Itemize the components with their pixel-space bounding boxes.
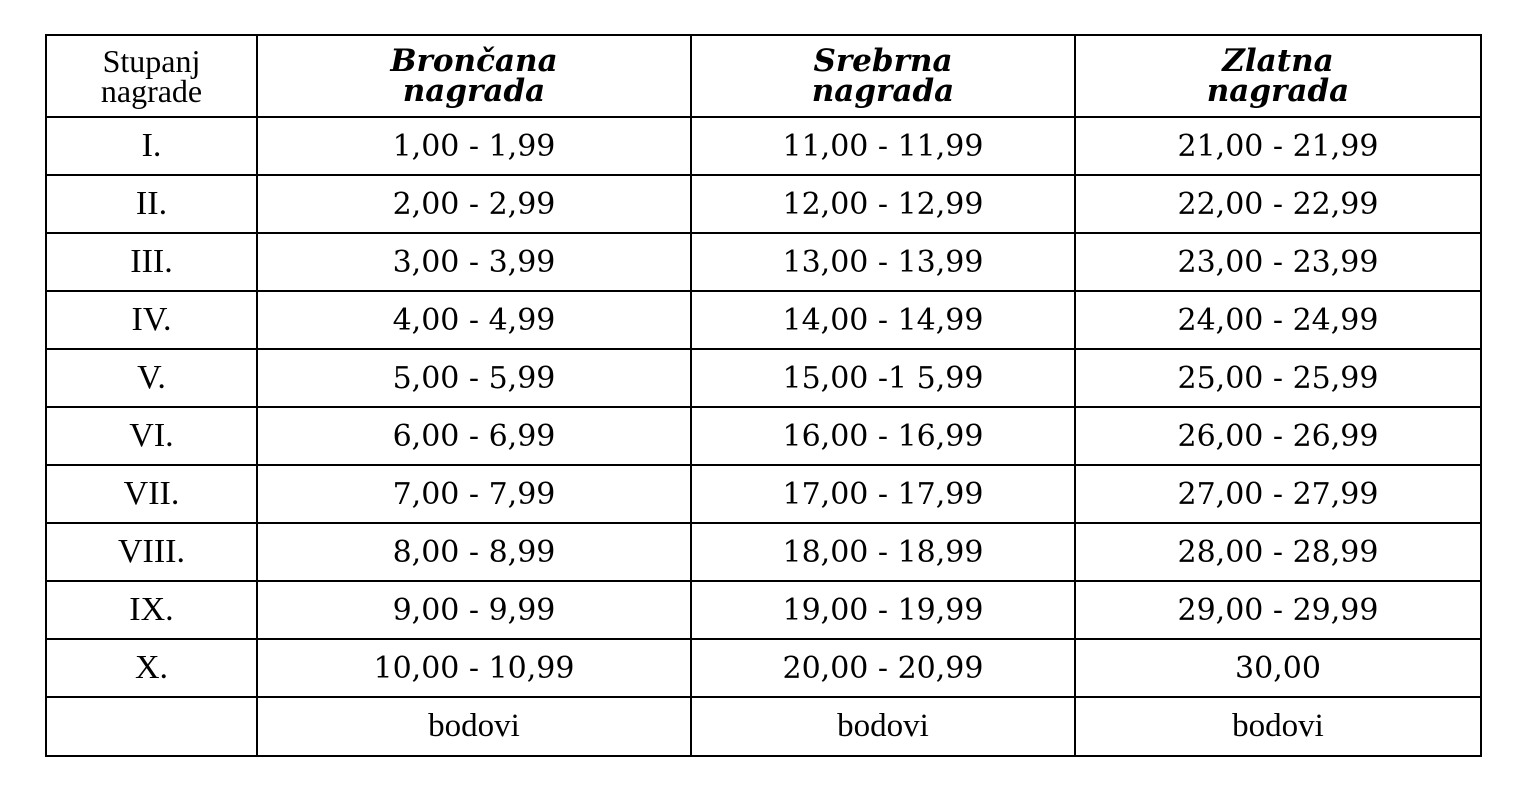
bronze-range-cell: 10,00 - 10,99: [257, 639, 691, 697]
table-header-row: [46, 35, 1481, 117]
gold-range-cell: 23,00 - 23,99: [1075, 233, 1481, 291]
grade-cell: IX.: [46, 581, 257, 639]
silver-range-cell: 14,00 - 14,99: [691, 291, 1075, 349]
gold-range-cell: 29,00 - 29,99: [1075, 581, 1481, 639]
silver-range-cell: 13,00 - 13,99: [691, 233, 1075, 291]
gold-range-cell: 21,00 - 21,99: [1075, 117, 1481, 175]
gold-range-cell: 28,00 - 28,99: [1075, 523, 1481, 581]
table-row: [46, 639, 1481, 697]
header-grade-line2: nagrade: [100, 73, 203, 109]
table-row: [46, 117, 1481, 175]
bronze-range-cell: 1,00 - 1,99: [257, 117, 691, 175]
bronze-range-cell: 8,00 - 8,99: [257, 523, 691, 581]
bronze-range-cell: 9,00 - 9,99: [257, 581, 691, 639]
silver-units-cell: bodovi: [691, 697, 1075, 756]
gold-range-cell: 24,00 - 24,99: [1075, 291, 1481, 349]
award-table: [45, 34, 1482, 757]
table-row: [46, 523, 1481, 581]
header-gold-line1: Zlatna: [1222, 43, 1334, 79]
units-row: [46, 697, 1481, 756]
silver-range-cell: 16,00 - 16,99: [691, 407, 1075, 465]
bronze-range-cell: 2,00 - 2,99: [257, 175, 691, 233]
bronze-range-cell: 4,00 - 4,99: [257, 291, 691, 349]
table-row: [46, 407, 1481, 465]
header-grade: [46, 35, 257, 117]
table-row: [46, 291, 1481, 349]
silver-range-cell: 20,00 - 20,99: [691, 639, 1075, 697]
gold-range-cell: 25,00 - 25,99: [1075, 349, 1481, 407]
bronze-units-cell: bodovi: [257, 697, 691, 756]
table-row: [46, 581, 1481, 639]
header-gold-line2: nagrada: [1206, 73, 1350, 109]
table-row: [46, 175, 1481, 233]
gold-range-cell: 27,00 - 27,99: [1075, 465, 1481, 523]
gold-units-cell: bodovi: [1075, 697, 1481, 756]
grade-cell: VI.: [46, 407, 257, 465]
units-empty-cell: [46, 697, 257, 756]
silver-range-cell: 12,00 - 12,99: [691, 175, 1075, 233]
gold-range-cell: 30,00: [1075, 639, 1481, 697]
grade-cell: III.: [46, 233, 257, 291]
bronze-range-cell: 3,00 - 3,99: [257, 233, 691, 291]
silver-range-cell: 17,00 - 17,99: [691, 465, 1075, 523]
grade-cell: V.: [46, 349, 257, 407]
bronze-range-cell: 5,00 - 5,99: [257, 349, 691, 407]
header-bronze-line1: Brončana: [390, 43, 558, 79]
header-gold: [1075, 35, 1481, 117]
grade-cell: X.: [46, 639, 257, 697]
grade-cell: IV.: [46, 291, 257, 349]
grade-cell: VII.: [46, 465, 257, 523]
silver-range-cell: 18,00 - 18,99: [691, 523, 1075, 581]
silver-range-cell: 19,00 - 19,99: [691, 581, 1075, 639]
header-bronze: [257, 35, 691, 117]
bronze-range-cell: 7,00 - 7,99: [257, 465, 691, 523]
gold-range-cell: 22,00 - 22,99: [1075, 175, 1481, 233]
header-silver: [691, 35, 1075, 117]
grade-cell: VIII.: [46, 523, 257, 581]
header-bronze-line2: nagrada: [402, 73, 546, 109]
header-silver-line2: nagrada: [811, 73, 955, 109]
bronze-range-cell: 6,00 - 6,99: [257, 407, 691, 465]
silver-range-cell: 11,00 - 11,99: [691, 117, 1075, 175]
header-grade-line1: Stupanj: [102, 43, 201, 79]
table-row: [46, 233, 1481, 291]
header-silver-line1: Srebrna: [813, 43, 953, 79]
grade-cell: I.: [46, 117, 257, 175]
table-row: [46, 349, 1481, 407]
table-row: [46, 465, 1481, 523]
silver-range-cell: 15,00 -1 5,99: [691, 349, 1075, 407]
gold-range-cell: 26,00 - 26,99: [1075, 407, 1481, 465]
grade-cell: II.: [46, 175, 257, 233]
